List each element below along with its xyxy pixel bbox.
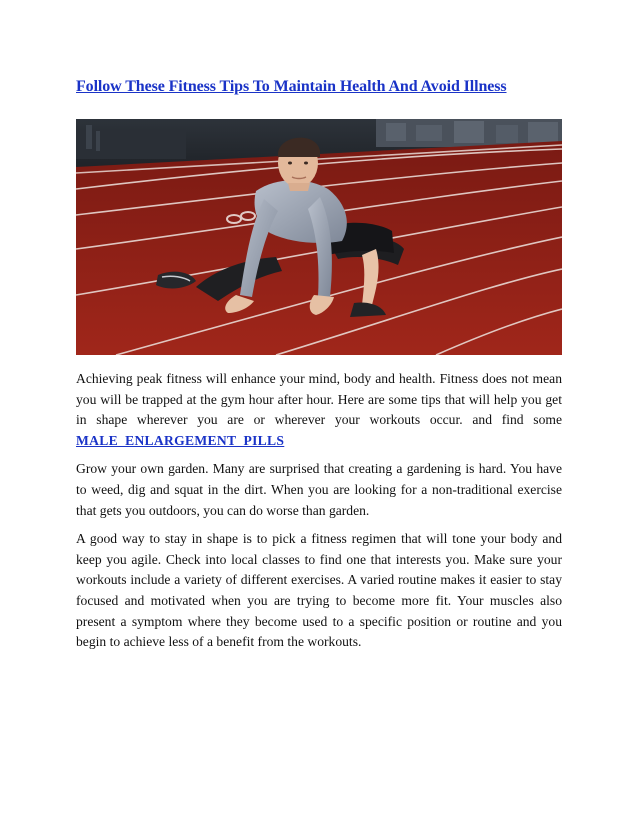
paragraph-intro: [76, 369, 562, 451]
paragraph-regimen: A good way to stay in shape is to pick a fitness regimen that will tone your body and keep you agile. Check into local classes to find one that interests you. Make sure your workouts include a variety of different exercises. A varied routine makes it easier to stay focused and motivated when you are trying to become more fit. Your muscles also present a symptom where they become used to a specific position or routine and you begin to achieve less of a benefit from the workouts.: [76, 531, 562, 650]
hero-image: [76, 119, 562, 355]
document-page: [76, 76, 562, 653]
paragraph-garden: Grow your own garden. Many are surprised that creating a gardening is hard. You have to weed, dig and squat in the dirt. When you are looking for a non-traditional exercise that gets you outdoors, you can do worse than garden.: [76, 461, 562, 518]
runner-on-track-illustration: [76, 119, 562, 355]
male-enlargement-pills-link[interactable]: MALE_ENLARGEMENT_PILLS: [76, 432, 285, 448]
page-title[interactable]: Follow These Fitness Tips To Maintain Health And Avoid Illness: [76, 78, 507, 95]
paragraph-intro-text: Achieving peak fitness will enhance your mind, body and health. Fitness does not mean you will be trapped at the gym hour after hour. Here are some tips that will help you get in shape wherever you are or wherever your workouts occur. and find some: [76, 371, 562, 428]
